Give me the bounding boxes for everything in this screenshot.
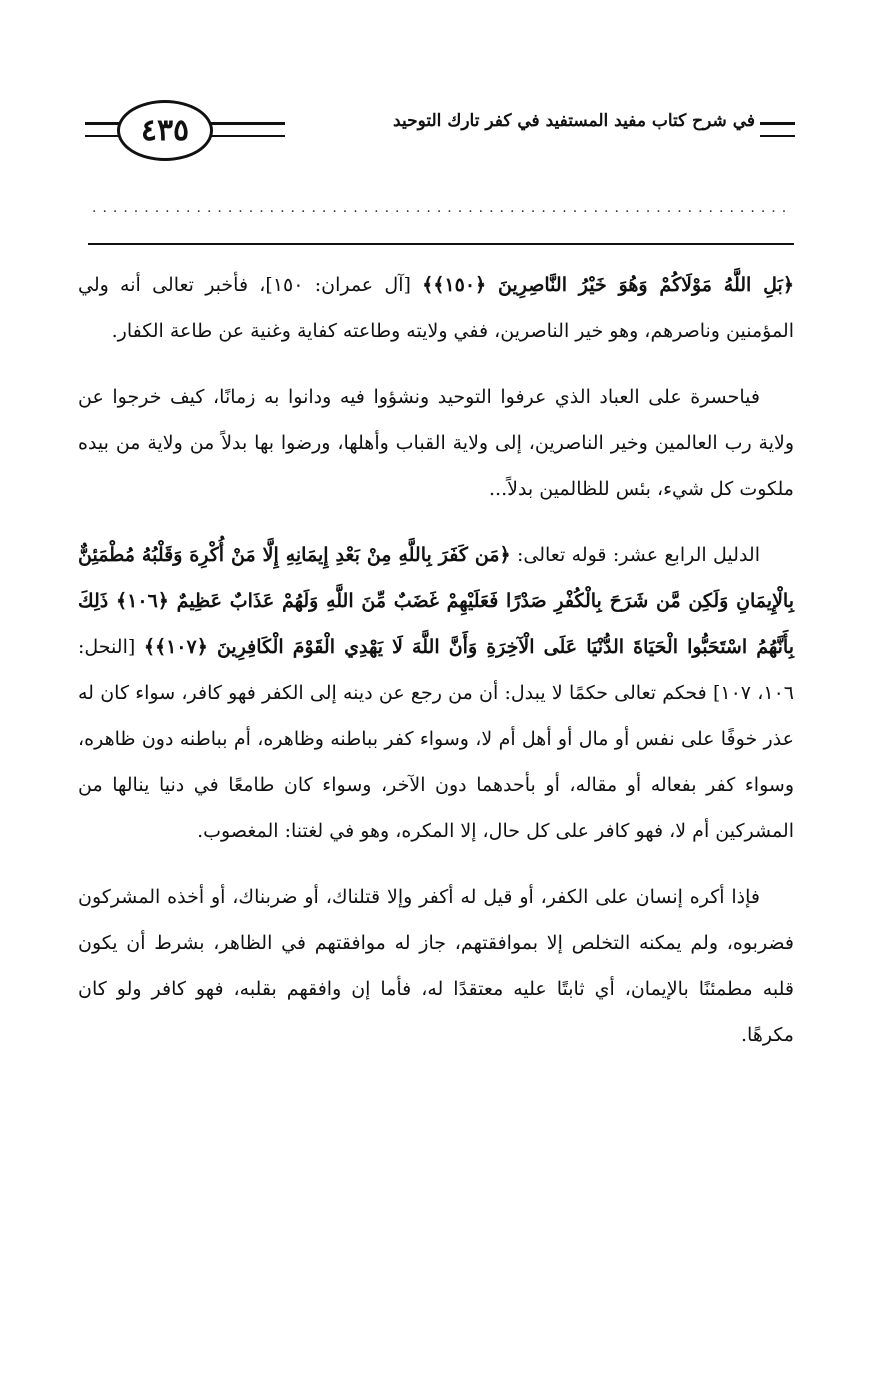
- running-title: في شرح كتاب مفيد المستفيد في كفر تارك التوحيد: [393, 111, 755, 131]
- paragraph-text: [آل عمران: ١٥٠]، فأخبر تعالى أنه ولي المؤمنين وناصرهم، وهو خير الناصرين، ففي ولايته وطاعته كفاية وغنية عن طاعة الكفار.: [78, 274, 794, 342]
- page-header: [85, 95, 795, 165]
- quran-verse: ﴿مَن كَفَرَ بِاللَّهِ مِنْ بَعْدِ إِيمَانِهِ إِلَّا مَنْ أُكْرِهَ وَقَلْبُهُ مُطْمَئِنٌّ بِالْإِيمَانِ وَلَكِن مَّن شَرَحَ بِالْكُفْرِ صَدْرًا فَعَلَيْهِمْ غَضَبٌ مِّنَ اللَّهِ وَلَهُمْ عَذَابٌ عَظِيمٌ ﴿١٠٦﴾ ذَلِكَ بِأَنَّهُمُ اسْتَحَبُّوا الْحَيَاةَ الدُّنْيَا عَلَى الْآخِرَةِ وَأَنَّ اللَّهَ لَا يَهْدِي الْقَوْمَ الْكَافِرِينَ ﴿١٠٧﴾﴾: [78, 544, 795, 658]
- paragraph-text: [النحل: ١٠٦، ١٠٧] فحكم تعالى حكمًا لا يبدل: أن من رجع عن دينه إلى الكفر فهو كافر، سواء كان له عذر خوفًا على نفس أو مال أو أهل أم لا، وسواء كفر بباطنه وظاهره، أم بباطنه دون ظاهره، وسواء كفر بفعاله أو مقاله، أو بأحدهما دون الآخر، وسواء كان طامعًا في دنيا ينالها من المشركين أم لا، فهو كافر على كل حال، إلا المكره، وهو في لغتنا: المغصوب.: [78, 636, 794, 842]
- paragraph-4: [78, 874, 794, 1058]
- page-number: ٤٣٥: [117, 100, 213, 161]
- paragraph-1: [78, 262, 794, 354]
- paragraph-2: [78, 374, 794, 512]
- paragraph-3: [78, 532, 794, 854]
- paragraph-text: فياحسرة على العباد الذي عرفوا التوحيد ونشؤوا فيه ودانوا به زمانًا، كيف خرجوا عن ولاية رب العالمين وخير الناصرين، إلى ولاية القباب وأهلها، ورضوا بها بدلاً من ولاية من بيده ملكوت كل شيء، بئس للظالمين بدلاً...: [78, 386, 794, 500]
- paragraph-lead: الدليل الرابع عشر: قوله تعالى:: [510, 544, 760, 566]
- header-rule-right: [760, 122, 795, 137]
- body-text: [78, 262, 794, 1078]
- horizontal-rule: [88, 243, 794, 245]
- paragraph-text: فإذا أكره إنسان على الكفر، أو قيل له أكفر وإلا قتلناك، أو ضربناك، أو أخذه المشركون فضربوه، ولم يمكنه التخلص إلا بموافقتهم، جاز له موافقتهم في الظاهر، بشرط أن يكون قلبه مطمئنًا بالإيمان، أي ثابتًا عليه معتقدًا له، فأما إن وافقهم بقلبه، فهو كافر ولو كان مكرهًا.: [78, 886, 794, 1046]
- dotted-separator: ...................................................................: [92, 200, 792, 216]
- quran-verse: ﴿بَلِ اللَّهُ مَوْلَاكُمْ وَهُوَ خَيْرُ النَّاصِرِينَ ﴿١٥٠﴾﴾: [422, 274, 794, 296]
